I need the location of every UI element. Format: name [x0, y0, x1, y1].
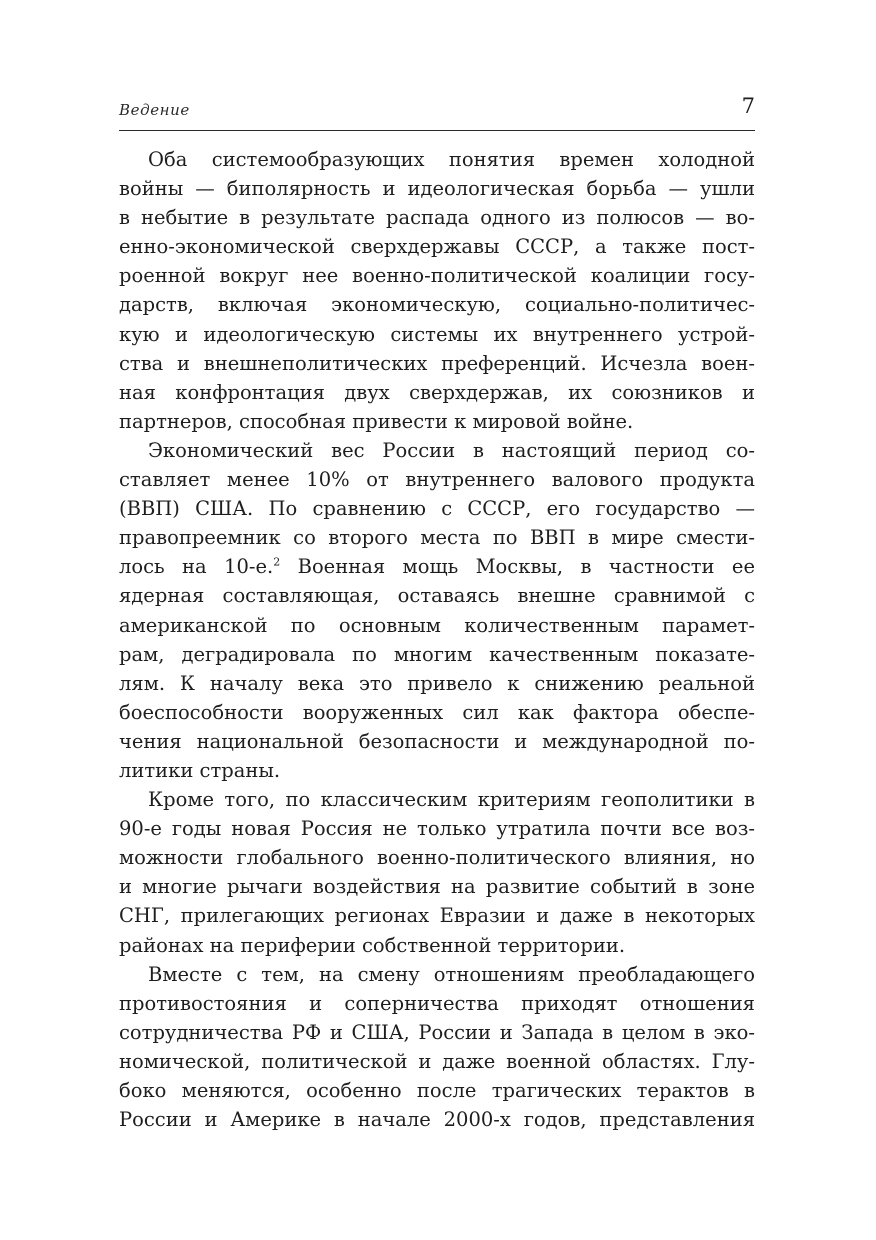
text-line: в небытие в результате распада одного из полюсов — во- [119, 206, 755, 230]
text-line: России и Америке в начале 2000-х годов, представления [119, 1108, 755, 1132]
text-line: 90-е годы новая Россия не только утратила почти все воз- [119, 817, 755, 841]
text-line: ставляет менее 10% от внутреннего валового продукта [119, 468, 755, 492]
paragraph-2 [119, 436, 755, 785]
text-line: литики страны. [119, 758, 281, 782]
text-line: ная конфронтация двух сверхдержав, их союзников и [119, 380, 755, 404]
footnote-reference[interactable]: 2 [273, 555, 281, 569]
text-line: дарств, включая экономическую, социально-политичес- [119, 293, 755, 317]
text-line: Кроме того, по классическим критериям геополитики в [148, 788, 755, 812]
text-line: СНГ, прилегающих регионах Евразии и даже в некоторых [119, 904, 755, 928]
text-line: боко меняются, особенно после трагических терактов в [119, 1079, 755, 1102]
text-line: и многие рычаги воздействия на развитие событий в зоне [119, 875, 755, 899]
text-line: сотрудничества РФ и США, России и Запада в целом в эко- [119, 1020, 755, 1044]
text-run: лось на 10-е. [119, 555, 274, 579]
text-line: войны — биполярность и идеологическая борьба — ушли [119, 177, 755, 201]
text-line-with-footnote [119, 552, 755, 581]
page-number: 7 [741, 94, 755, 118]
text-line: Экономический вес России в настоящий период со- [148, 438, 755, 462]
text-line: ядерная составляющая, оставаясь внешне сравнимой с [119, 584, 755, 608]
text-line: ства и внешнеполитических преференций. Исчезла воен- [119, 351, 755, 375]
text-line: американской по основным количественным парамет- [119, 613, 755, 637]
text-line: кую и идеологическую системы их внутреннего устрой- [119, 322, 755, 346]
text-line: Оба системообразующих понятия времен холодной [148, 148, 755, 171]
text-line: правопреемник со второго места по ВВП в мире смести- [119, 526, 755, 550]
paragraph-1 [119, 145, 755, 436]
text-line: лям. К началу века это привело к снижению реальной [119, 671, 755, 695]
text-line: чения национальной безопасности и международной по- [119, 729, 755, 753]
text-line: роенной вокруг нее военно-политической коалиции госу- [119, 264, 755, 288]
section-title: Ведение [119, 101, 190, 119]
paragraph-3 [119, 785, 755, 960]
running-header [119, 94, 755, 131]
text-run: Военная мощь Москвы, в частности ее [280, 555, 755, 579]
text-line: партнеров, способная привести к мировой войне. [119, 409, 634, 433]
text-line: енно-экономической сверхдержавы СССР, а также пост- [119, 235, 755, 259]
text-line: районах на периферии собственной территории. [119, 933, 626, 957]
paragraph-4 [119, 960, 755, 1135]
text-line: противостояния и соперничества приходят отношения [119, 991, 755, 1015]
text-line: можности глобального военно-политического влияния, но [119, 846, 755, 870]
text-line: боеспособности вооруженных сил как фактора обеспе- [119, 700, 755, 724]
text-line: рам, деградировала по многим качественным показате- [119, 642, 755, 666]
text-line: (ВВП) США. По сравнению с СССР, его государство — [119, 497, 755, 521]
text-line: Вместе с тем, на смену отношениям преобладающего [148, 962, 755, 986]
text-line: номической, политической и даже военной областях. Глу- [119, 1049, 755, 1073]
body-text [119, 145, 755, 1134]
